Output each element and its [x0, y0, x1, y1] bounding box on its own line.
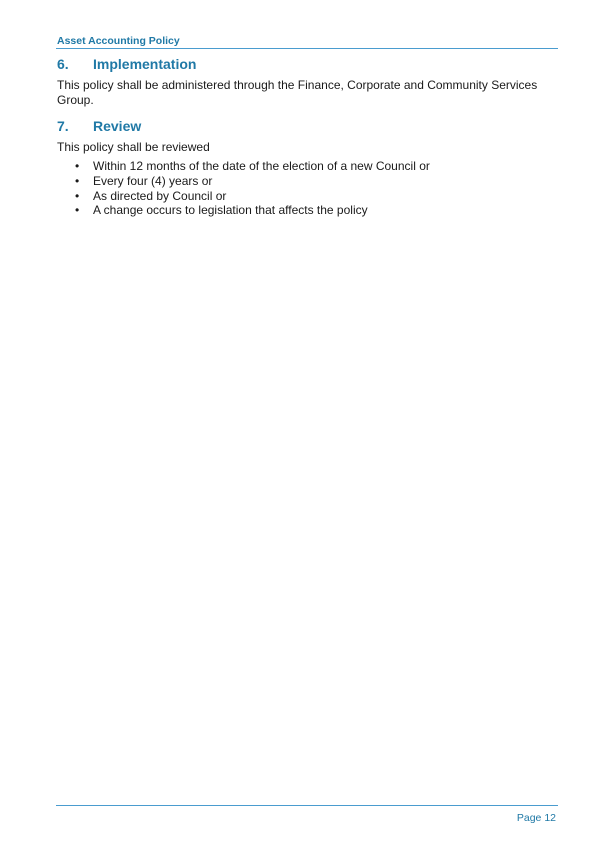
- list-item: [57, 189, 430, 204]
- running-header-title: Asset Accounting Policy: [57, 35, 180, 47]
- section-title: Implementation: [93, 56, 197, 72]
- section-title: Review: [93, 118, 142, 134]
- list-item: [57, 203, 430, 218]
- footer-divider: [56, 805, 558, 806]
- header-divider: [56, 48, 558, 49]
- page-number: Page 12: [516, 812, 556, 824]
- bullet-icon: •: [75, 188, 80, 203]
- list-item: [57, 159, 430, 174]
- implementation-paragraph: This policy shall be administered through the Finance, Corporate and Community Services Group.: [57, 78, 538, 107]
- list-item-text: A change occurs to legislation that affects the policy: [93, 203, 368, 218]
- bullet-icon: •: [75, 173, 80, 188]
- section-number: 7.: [57, 118, 69, 134]
- bullet-icon: •: [75, 203, 80, 218]
- list-item: [57, 174, 430, 189]
- list-item-text: As directed by Council or: [93, 188, 227, 203]
- list-item-text: Every four (4) years or: [93, 173, 213, 188]
- section-heading-implementation: [57, 56, 196, 72]
- review-bullet-list: [57, 159, 430, 218]
- bullet-icon: •: [75, 159, 80, 173]
- section-number: 6.: [57, 56, 69, 72]
- review-paragraph: This policy shall be reviewed: [57, 140, 210, 154]
- section-heading-review: [57, 118, 141, 134]
- list-item-text: Within 12 months of the date of the election of a new Council or: [93, 159, 430, 173]
